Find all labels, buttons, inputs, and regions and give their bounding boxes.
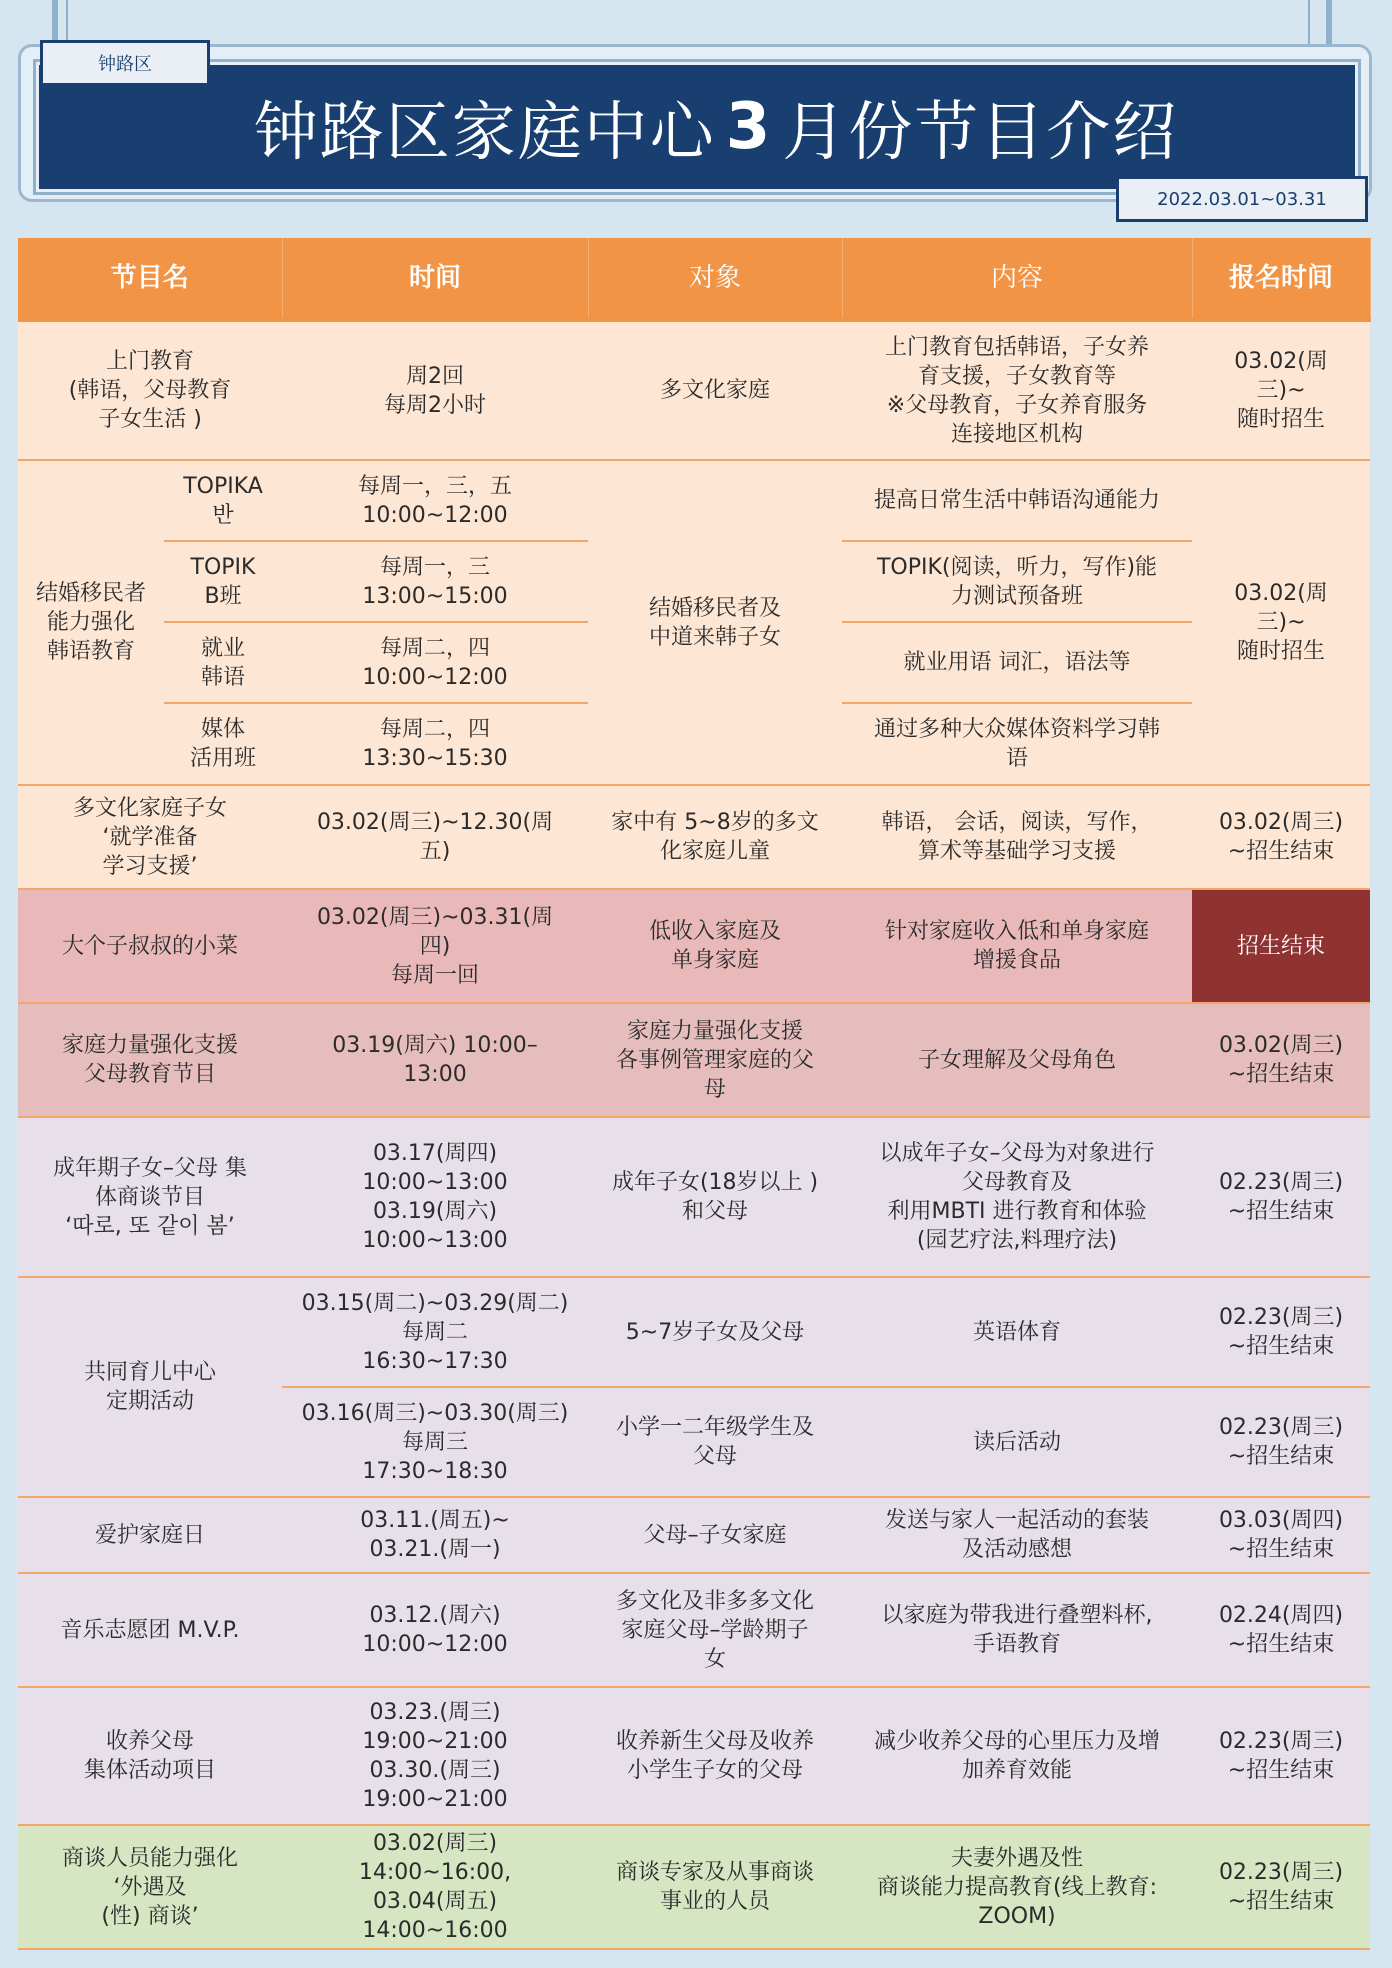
program-time: 03.16(周三)~03.30(周三) 每周三 17:30~18:30 — [282, 1387, 588, 1497]
table-row — [18, 889, 1370, 1003]
table-row — [18, 460, 1370, 541]
program-signup: 02.23(周三) ~招生结束 — [1192, 1277, 1370, 1387]
program-name: 上门教育 (韩语，父母教育 子女生活 ) — [18, 320, 282, 460]
program-content: 发送与家人一起活动的套装 及活动感想 — [842, 1497, 1192, 1573]
program-signup: 02.23(周三) ~招生结束 — [1192, 1687, 1370, 1825]
program-name: 结婚移民者 能力强化 韩语教育 — [18, 460, 164, 785]
program-name: 共同育儿中心 定期活动 — [18, 1277, 282, 1497]
program-target: 结婚移民者及 中道来韩子女 — [588, 460, 842, 785]
program-time: 每周一，三 13:00~15:00 — [282, 541, 588, 622]
program-time: 03.02(周三) 14:00~16:00, 03.04(周五) 14:00~16:00 — [282, 1825, 588, 1949]
program-signup-closed: 招生结束 — [1192, 889, 1370, 1003]
program-target: 低收入家庭及 单身家庭 — [588, 889, 842, 1003]
program-name: 商谈人员能力强化 ‘外遇及 (性) 商谈’ — [18, 1825, 282, 1949]
program-time: 03.19(周六) 10:00– 13:00 — [282, 1003, 588, 1117]
program-content: 以成年子女–父母为对象进行 父母教育及 利用MBTI 进行教育和体验 (园艺疗法,料理疗法) — [842, 1117, 1192, 1277]
table-row — [18, 1573, 1370, 1687]
district-tag: 钟路区 — [40, 40, 210, 86]
program-content: 上门教育包括韩语，子女养 育支援，子女教育等 ※父母教育，子女养育服务 连接地区机构 — [842, 320, 1192, 460]
table-row — [18, 1117, 1370, 1277]
program-time: 03.11.(周五)~ 03.21.(周一) — [282, 1497, 588, 1573]
program-content: 针对家庭收入低和单身家庭 增援食品 — [842, 889, 1192, 1003]
program-content: 子女理解及父母角色 — [842, 1003, 1192, 1117]
program-content: 英语体育 — [842, 1277, 1192, 1387]
date-range: 2022.03.01~03.31 — [1116, 176, 1368, 222]
col-header-name: 节目名 — [18, 238, 282, 320]
program-content: 夫妻外遇及性 商谈能力提高教育(线上教育: ZOOM) — [842, 1825, 1192, 1949]
program-subclass: 就业 韩语 — [164, 622, 282, 703]
program-subclass: 媒体 活用班 — [164, 703, 282, 785]
program-content: TOPIK(阅读，听力，写作)能 力测试预备班 — [842, 541, 1192, 622]
title-month-number: 3 — [725, 90, 773, 164]
program-signup: 03.03(周四) ~招生结束 — [1192, 1497, 1370, 1573]
program-signup: 03.02(周三) ~招生结束 — [1192, 785, 1370, 889]
program-signup: 03.02(周 三)~ 随时招生 — [1192, 460, 1370, 785]
program-name: 收养父母 集体活动项目 — [18, 1687, 282, 1825]
program-target: 家中有 5~8岁的多文 化家庭儿童 — [588, 785, 842, 889]
program-content: 韩语， 会话，阅读，写作， 算术等基础学习支援 — [842, 785, 1192, 889]
program-name: 家庭力量强化支援 父母教育节目 — [18, 1003, 282, 1117]
table-row — [18, 1825, 1370, 1949]
program-target: 多文化家庭 — [588, 320, 842, 460]
program-time: 03.17(周四) 10:00~13:00 03.19(周六) 10:00~13:00 — [282, 1117, 588, 1277]
col-header-content: 内容 — [842, 238, 1192, 320]
program-name: 大个子叔叔的小菜 — [18, 889, 282, 1003]
col-header-signup: 报名时间 — [1192, 238, 1370, 320]
program-time: 03.02(周三)~12.30(周 五) — [282, 785, 588, 889]
program-content: 以家庭为带我进行叠塑料杯, 手语教育 — [842, 1573, 1192, 1687]
program-name: 多文化家庭子女 ‘就学准备 学习支援’ — [18, 785, 282, 889]
table-row — [18, 1277, 1370, 1387]
program-content: 减少收养父母的心里压力及增 加养育效能 — [842, 1687, 1192, 1825]
program-time: 每周一，三，五 10:00~12:00 — [282, 460, 588, 541]
program-signup: 02.23(周三) ~招生结束 — [1192, 1117, 1370, 1277]
col-header-time: 时间 — [282, 238, 588, 320]
program-target: 多文化及非多多文化 家庭父母–学龄期子 女 — [588, 1573, 842, 1687]
title-text-1: 钟路区家庭中心 — [253, 96, 716, 170]
col-header-target: 对象 — [588, 238, 842, 320]
program-time: 每周二，四 13:30~15:30 — [282, 703, 588, 785]
program-time: 周2回 每周2小时 — [282, 320, 588, 460]
table-row — [18, 1497, 1370, 1573]
program-name: 爱护家庭日 — [18, 1497, 282, 1573]
program-target: 收养新生父母及收养 小学生子女的父母 — [588, 1687, 842, 1825]
program-content: 提高日常生活中韩语沟通能力 — [842, 460, 1192, 541]
program-target: 父母–子女家庭 — [588, 1497, 842, 1573]
program-target: 小学一二年级学生及 父母 — [588, 1387, 842, 1497]
program-time: 03.15(周二)~03.29(周二) 每周二 16:30~17:30 — [282, 1277, 588, 1387]
program-subclass: TOPIK B班 — [164, 541, 282, 622]
program-target: 5~7岁子女及父母 — [588, 1277, 842, 1387]
program-time: 03.12.(周六) 10:00~12:00 — [282, 1573, 588, 1687]
program-target: 商谈专家及从事商谈 事业的人员 — [588, 1825, 842, 1949]
program-target: 家庭力量强化支援 各事例管理家庭的父 母 — [588, 1003, 842, 1117]
program-content: 通过多种大众媒体资料学习韩 语 — [842, 703, 1192, 785]
table-header-row — [18, 238, 1370, 320]
program-signup: 03.02(周 三)~ 随时招生 — [1192, 320, 1370, 460]
program-signup: 02.24(周四) ~招生结束 — [1192, 1573, 1370, 1687]
program-time: 每周二，四 10:00~12:00 — [282, 622, 588, 703]
page-title — [36, 62, 1392, 192]
program-content: 就业用语 词汇，语法等 — [842, 622, 1192, 703]
program-signup: 03.02(周三) ~招生结束 — [1192, 1003, 1370, 1117]
program-subclass: TOPIKA 반 — [164, 460, 282, 541]
program-time: 03.23.(周三) 19:00~21:00 03.30.(周三) 19:00~21:00 — [282, 1687, 588, 1825]
table-row — [18, 320, 1370, 460]
table-row — [18, 1003, 1370, 1117]
program-table — [18, 238, 1371, 1950]
title-text-2: 月份节目介绍 — [782, 96, 1179, 170]
program-signup: 02.23(周三) ~招生结束 — [1192, 1825, 1370, 1949]
program-name: 成年期子女–父母 集 体商谈节目 ‘따로, 또 같이 봄’ — [18, 1117, 282, 1277]
program-signup: 02.23(周三) ~招生结束 — [1192, 1387, 1370, 1497]
program-time: 03.02(周三)~03.31(周 四) 每周一回 — [282, 889, 588, 1003]
table-row — [18, 1687, 1370, 1825]
program-target: 成年子女(18岁以上 ) 和父母 — [588, 1117, 842, 1277]
table-row — [18, 785, 1370, 889]
program-name: 音乐志愿团 M.V.P. — [18, 1573, 282, 1687]
program-content: 读后活动 — [842, 1387, 1192, 1497]
